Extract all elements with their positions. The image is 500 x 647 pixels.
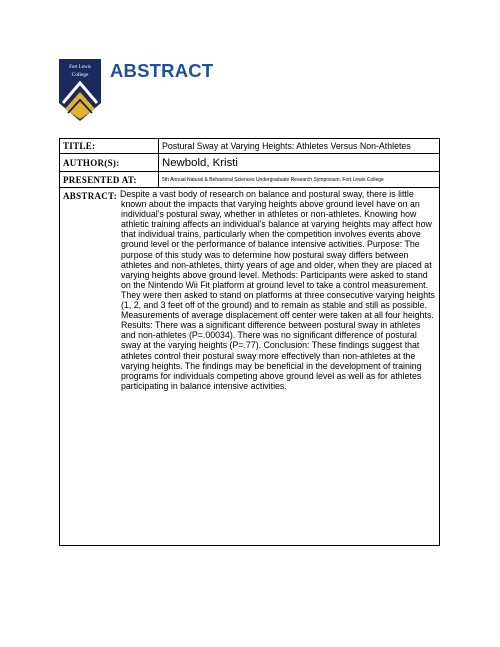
abstract-label: ABSTRACT: (63, 191, 118, 201)
title-row (60, 139, 439, 154)
presented-value: 5th Annual Natural & Behavioral Sciences Undergraduate Research Symposium, Fort Lewis College (162, 176, 384, 183)
author-value: Newbold, Kristi (162, 156, 238, 169)
logo-text-line2: College (71, 72, 89, 78)
title-label: TITLE: (60, 139, 159, 153)
logo-text-line1: Fort Lewis (69, 65, 91, 70)
presented-row (60, 172, 439, 188)
abstract-card (59, 138, 440, 546)
author-label: AUTHOR(S): (60, 154, 159, 171)
abstract-text: Despite a vast body of research on balance and postural sway, there is little known about the impacts that varying heights above ground level have on an individual's postural sway, whether in athletes or non-athletes. Knowing how athletic training affects an individual's balance at varying heights may affect how that individual trains, particularly when the competition involves events above ground level or the performance of balance intensive activities. Purpose: The purpose of this study was to determine how postural sway differs between athletes and non-athletes, thirty years of age and older, when they are placed at varying heights above ground level. Methods: Participants were asked to stand on the Nintendo Wii Fit platform at ground level to take a control measurement. They were then asked to stand on platforms at three consecutive varying heights (1, 2, and 3 feet off of the ground) and to remain as stable and still as possible. Measurements of average displacement off center were taken at all four heights. Results: There was a significant difference between postural sway in athletes and non-athletes (P=.00034). There was no significant difference of postural sway at the varying heights (P=.77). Conclusion: These findings suggest that athletes control their postural sway more effectively than non-athletes at the varying heights. The findings may be beneficial in the development of training programs for individuals competing above ground level as well as for athletes participating in balance intensive activities. (120, 189, 435, 391)
college-logo (59, 59, 101, 121)
page-heading: ABSTRACT (110, 60, 214, 81)
author-row (60, 154, 439, 172)
title-value: Postural Sway at Varying Heights: Athletes Versus Non-Athletes (162, 141, 411, 151)
presented-label: PRESENTED AT: (60, 172, 159, 187)
